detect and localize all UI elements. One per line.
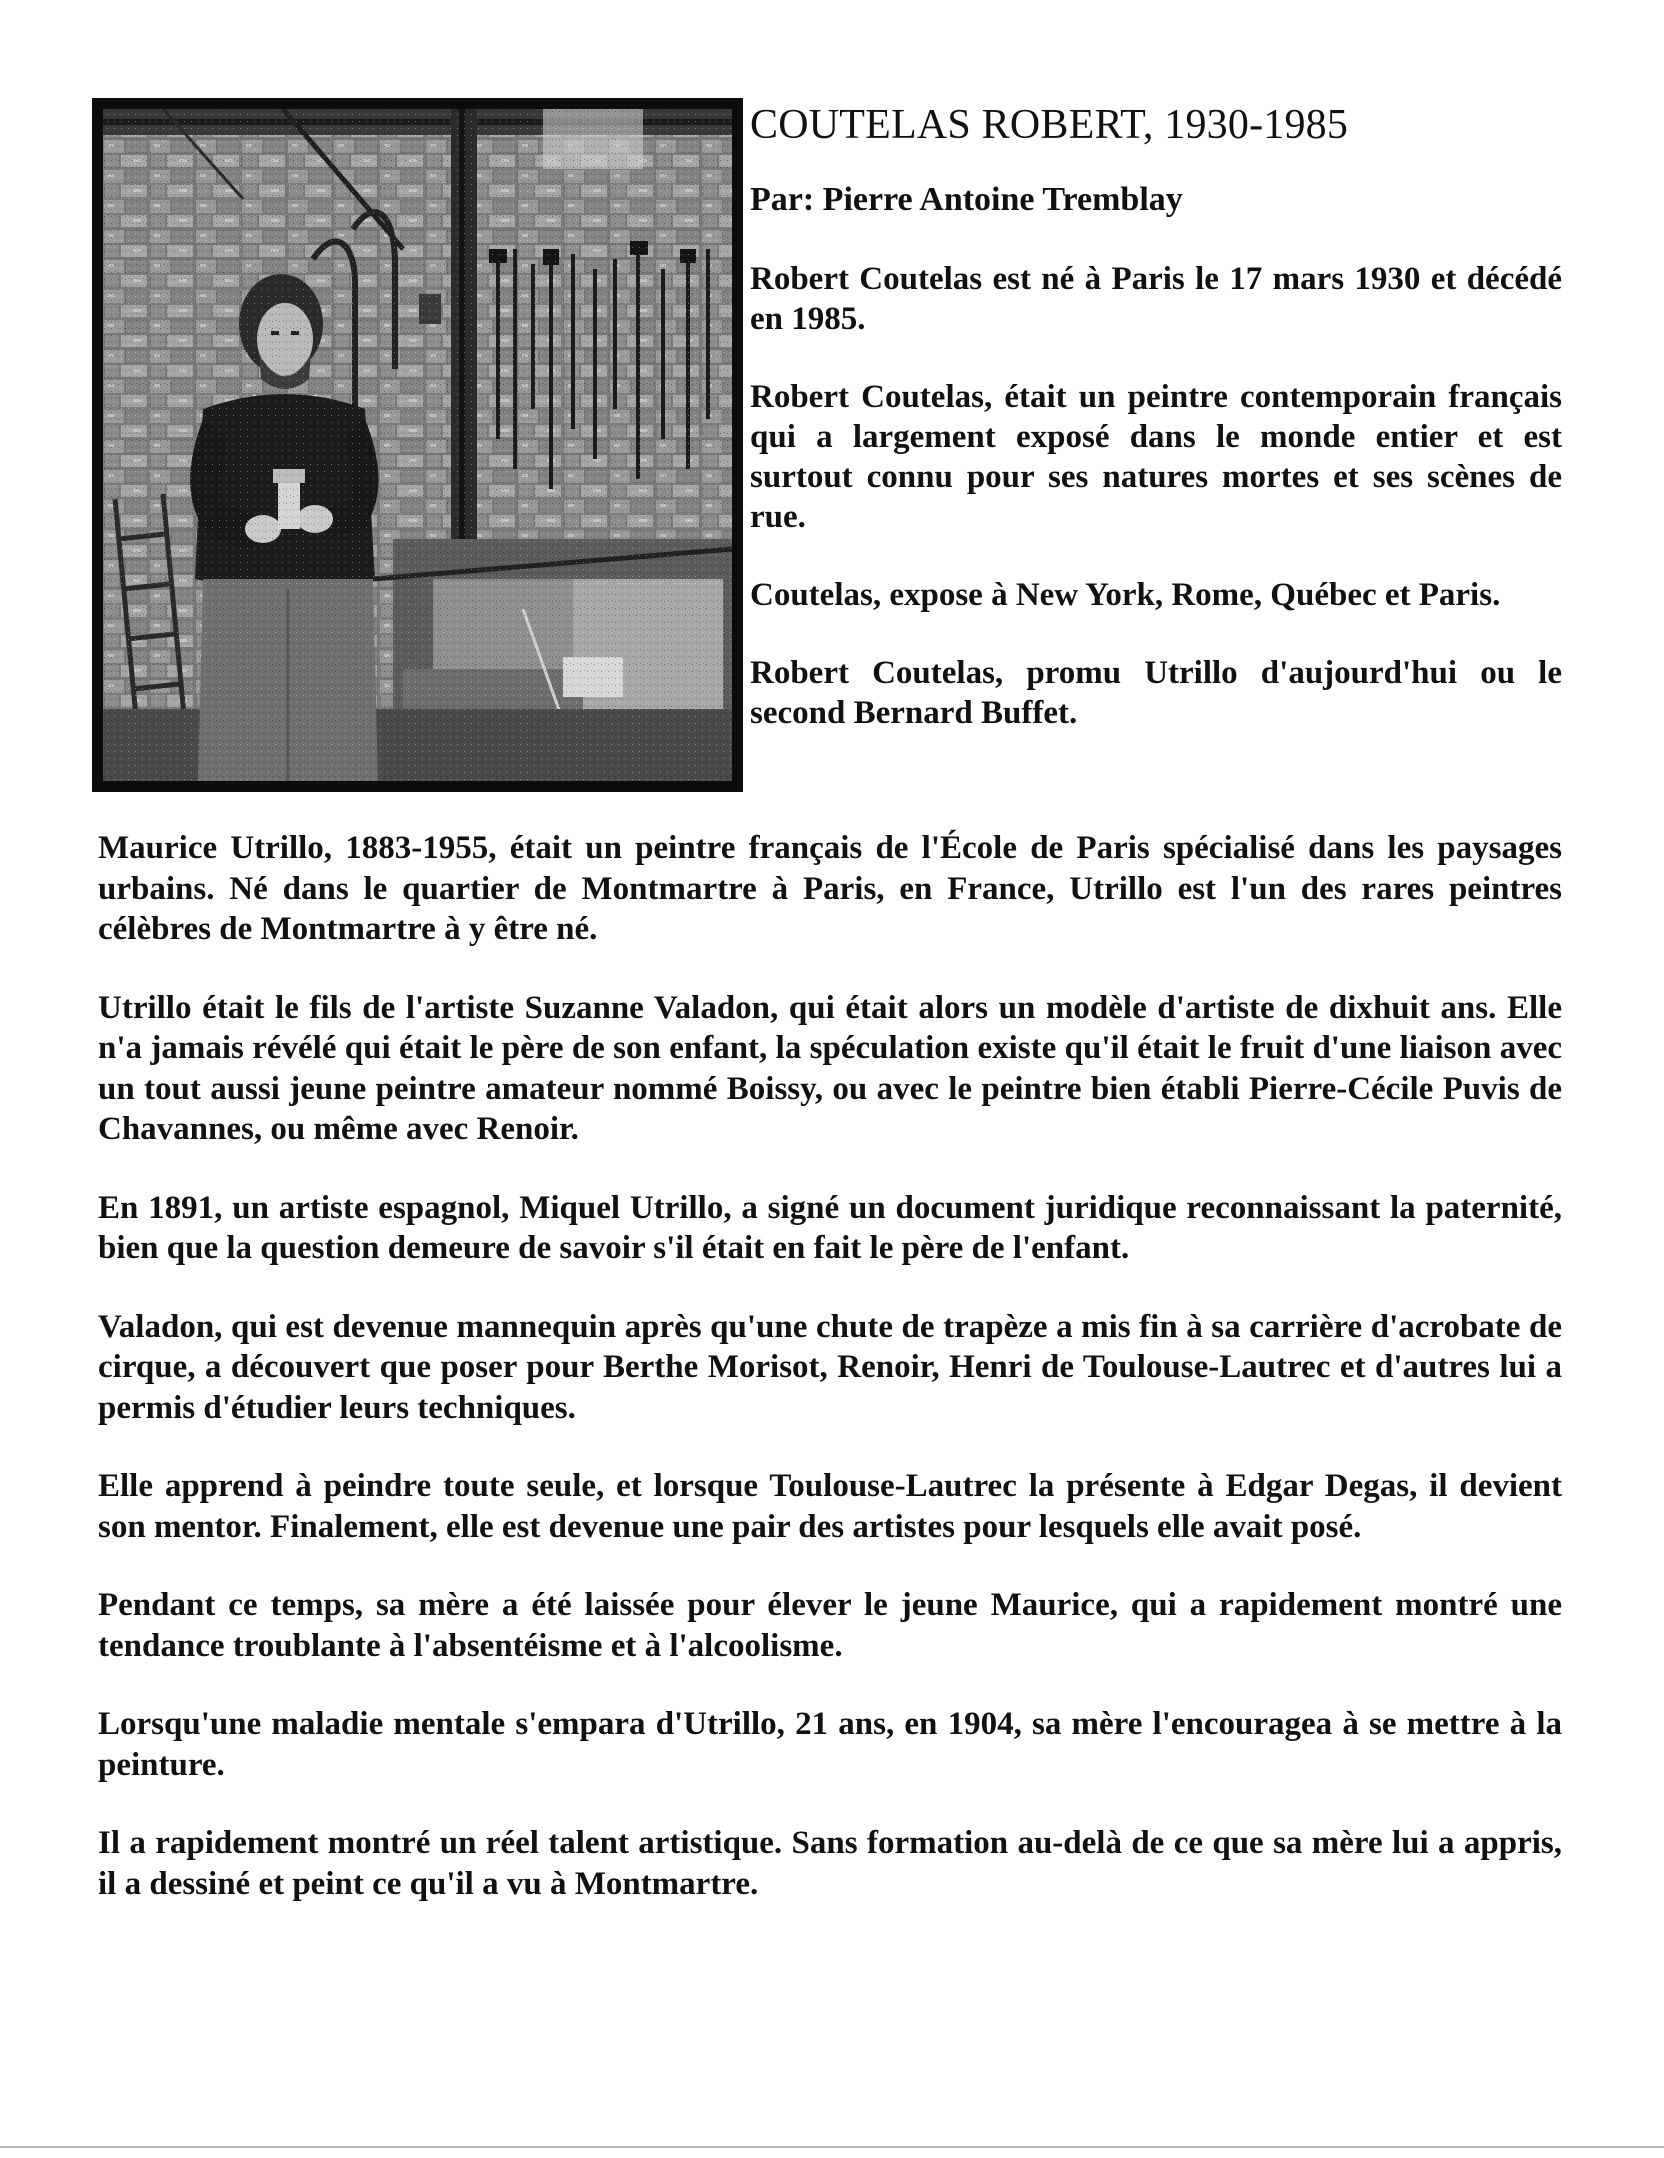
intro-paragraph: Robert Coutelas, promu Utrillo d'aujourd'hui ou le second Bernard Buffet.	[750, 655, 1562, 732]
author-byline: Par: Pierre Antoine Tremblay	[750, 181, 1183, 219]
body-paragraph: Utrillo était le fils de l'artiste Suzanne Valadon, qui était alors un modèle d'artiste de dixhuit ans. Elle n'a jamais révélé qui était le père de son enfant, la spéculation existe qu'il était le fruit d'une liaison avec un tout aussi jeune peintre amateur nommé Boissy, ou avec le peintre bien établi Pierre-Cécile Puvis de Chavannes, ou même avec Renoir.	[98, 989, 1562, 1147]
document-title: COUTELAS ROBERT, 1930-1985	[750, 102, 1349, 148]
body-text	[98, 828, 1562, 1942]
body-paragraph: En 1891, un artiste espagnol, Miquel Utrillo, a signé un document juridique reconnaissant la paternité, bien que la question demeure de savoir s'il était en fait le père de l'enfant.	[98, 1189, 1562, 1266]
header-column	[750, 100, 1562, 733]
body-paragraph: Maurice Utrillo, 1883-1955, était un peintre français de l'École de Paris spécialisé dans les paysages urbains. Né dans le quartier de Montmartre à Paris, en France, Utrillo est l'un des rares peintres célèbres de Montmartre à y être né.	[98, 830, 1562, 947]
intro-paragraph: Robert Coutelas est né à Paris le 17 mars 1930 et décédé en 1985.	[750, 261, 1562, 338]
artist-photo	[92, 98, 743, 792]
body-paragraph: Lorsqu'une maladie mentale s'empara d'Utrillo, 21 ans, en 1904, sa mère l'encouragea à se mettre à la peinture.	[98, 1706, 1562, 1783]
intro-paragraph: Coutelas, expose à New York, Rome, Québec et Paris.	[750, 577, 1501, 614]
page-bottom-rule	[0, 2146, 1664, 2148]
body-paragraph: Valadon, qui est devenue mannequin après qu'une chute de trapèze a mis fin à sa carrière d'acrobate de cirque, a découvert que poser pour Berthe Morisot, Renoir, Henri de Toulouse-Lautrec et d'autres lui a permis d'étudier leurs techniques.	[98, 1308, 1562, 1426]
intro-paragraph: Robert Coutelas, était un peintre contemporain français qui a largement exposé dans le monde entier et est surtout connu pour ses natures mortes et ses scènes de rue.	[750, 379, 1562, 536]
artist-photo-image	[103, 109, 732, 781]
body-paragraph: Il a rapidement montré un réel talent artistique. Sans formation au-delà de ce que sa mère lui a appris, il a dessiné et peint ce qu'il a vu à Montmartre.	[98, 1825, 1562, 1902]
body-paragraph: Elle apprend à peindre toute seule, et lorsque Toulouse-Lautrec la présente à Edgar Degas, il devient son mentor. Finalement, elle est devenue une pair des artistes pour lesquels elle avait posé.	[98, 1468, 1562, 1545]
body-paragraph: Pendant ce temps, sa mère a été laissée pour élever le jeune Maurice, qui a rapidement montré une tendance troublante à l'absentéisme et à l'alcoolisme.	[98, 1587, 1562, 1664]
